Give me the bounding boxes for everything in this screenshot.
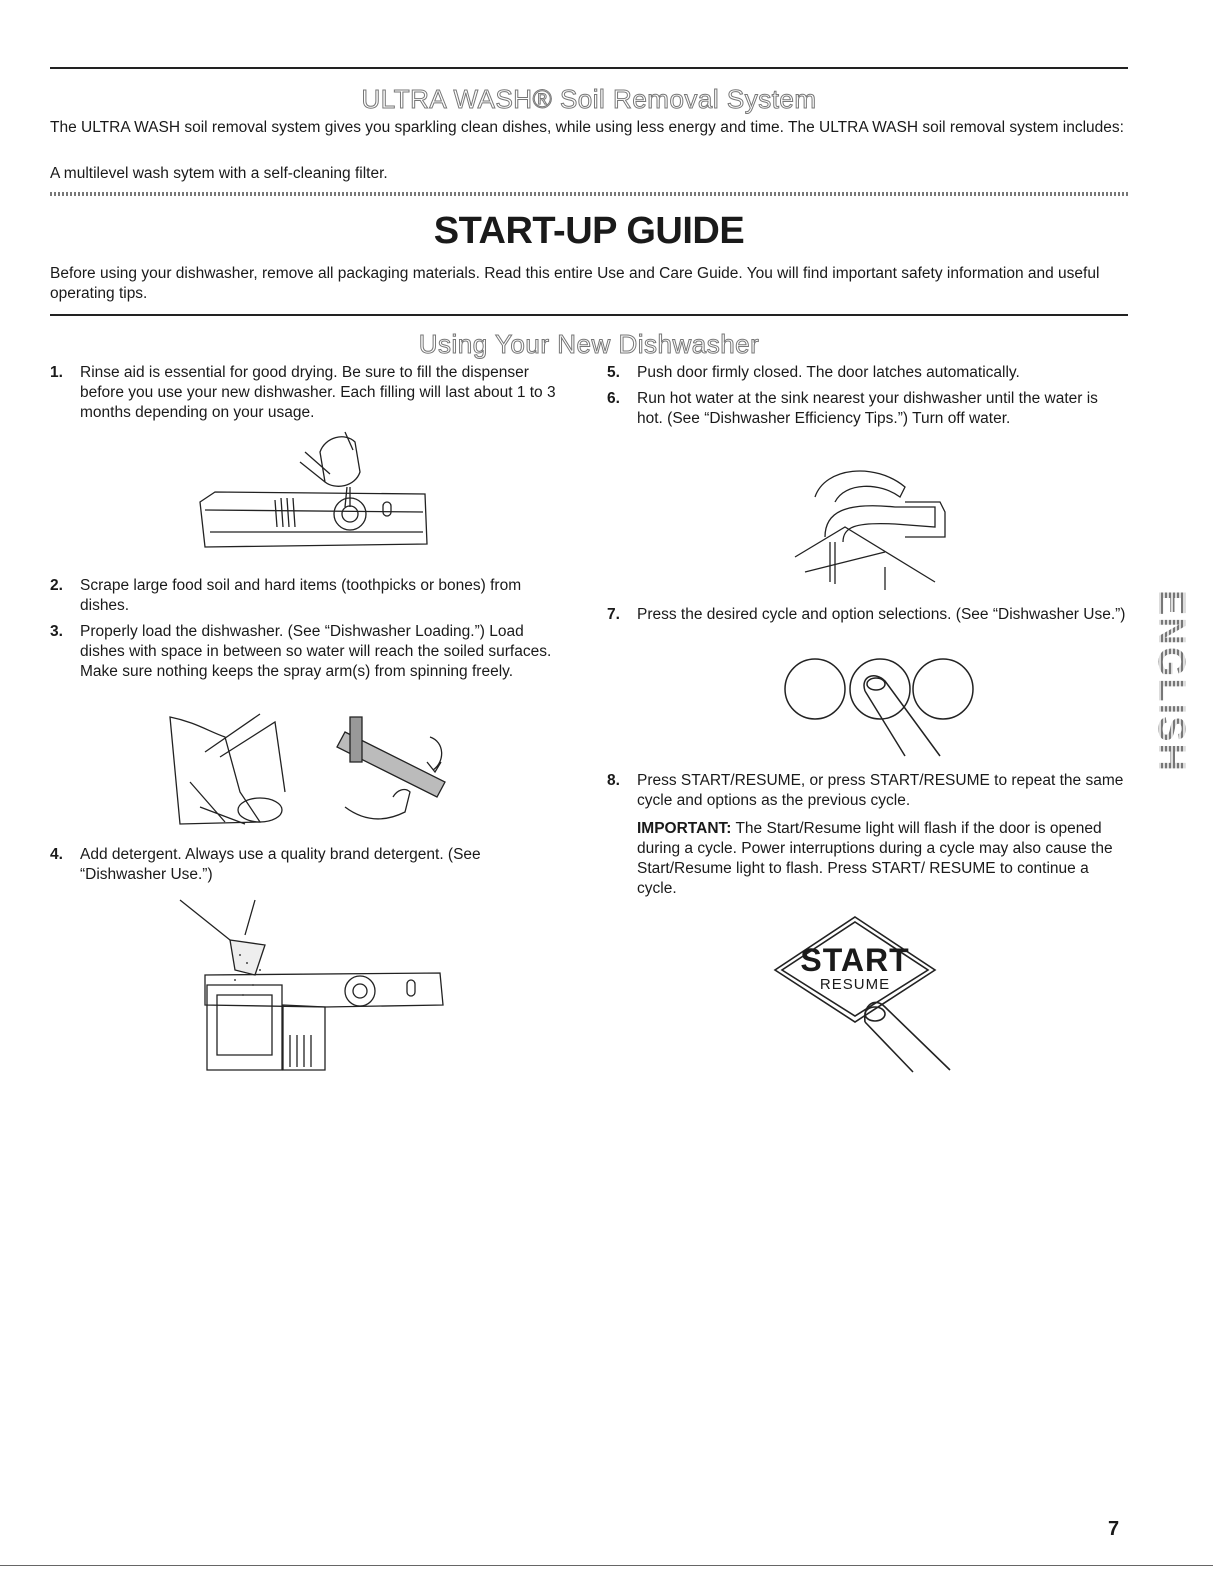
start-resume-illustration [775,912,955,1072]
step-1 [50,363,560,425]
using-heading: Using Your New Dishwasher [418,329,760,359]
start-up-rule [50,314,1128,316]
step-text: Add detergent. Always use a quality brand detergent. (See “Dishwasher Use.”) [80,846,481,883]
step-4 [50,845,560,885]
step-text: Press the desired cycle and option selections. (See “Dishwasher Use.”) [637,606,1126,623]
rinse-aid-dispenser-illustration [195,432,435,557]
step-number: 3. [50,623,63,640]
language-tab-label: ENGLISH [1149,589,1192,773]
step-text: Properly load the dishwasher. (See “Dishwasher Loading.”) Load dishes with space in between so water will reach the soiled surfaces. Make sure nothing keeps the spray arm(s) from spinning freely. [80,623,552,680]
start-label: START [800,942,910,978]
important-text: The Start/Resume light will flash if the door is opened during a cycle. Power interruptions during a cycle may also cause the Start/Resume light to flash. Press START/ RESUME to continue a cycle. [637,820,1113,897]
step-6 [607,389,1127,451]
step-text: Scrape large food soil and hard items (toothpicks or bones) from dishes. [80,577,522,614]
top-rule [50,67,1128,69]
step-number: 1. [50,364,63,381]
bottom-rule [0,1565,1213,1566]
language-side-tab [1150,566,1190,796]
ultra-wash-intro: The ULTRA WASH soil removal system gives you sparkling clean dishes, while using less energy and time. The ULTRA WASH soil removal system includes: [50,119,1124,136]
step-8 [607,771,1127,811]
faucet-illustration [785,462,955,592]
step-number: 8. [607,772,620,789]
option-buttons-illustration [780,656,980,761]
step-text: Push door firmly closed. The door latches automatically. [637,364,1020,381]
step-number: 4. [50,846,63,863]
step-number: 6. [607,390,620,407]
resume-label: RESUME [819,976,891,993]
section-divider [50,192,1128,196]
step-number: 2. [50,577,63,594]
scrape-and-spray-arm-illustration [165,712,455,837]
step-7 [607,605,1127,645]
important-note [637,819,1127,901]
step-3 [50,622,560,704]
step-5 [607,363,1127,383]
page-number: 7 [1108,1518,1120,1540]
step-2 [50,576,560,616]
important-label: IMPORTANT: [637,820,732,837]
step-number: 7. [607,606,620,623]
page-title: START-UP GUIDE [433,210,745,252]
start-up-intro: Before using your dishwasher, remove all packaging materials. Read this entire Use and Care Guide. You will find important safety information and useful operating tips. [50,265,1100,302]
step-number: 5. [607,364,620,381]
step-text: Press START/RESUME, or press START/RESUME to repeat the same cycle and options as the previous cycle. [637,772,1124,809]
ultra-wash-heading: ULTRA WASH® Soil Removal System [361,84,817,114]
step-text: Run hot water at the sink nearest your dishwasher until the water is hot. (See “Dishwasher Efficiency Tips.”) Turn off water. [637,390,1098,427]
step-text: Rinse aid is essential for good drying. Be sure to fill the dispenser before you use your new dishwasher. Each filling will last about 1 to 3 months depending on your usage. [80,364,556,421]
detergent-dispenser-illustration [175,895,445,1075]
ultra-wash-item: A multilevel wash sytem with a self-cleaning filter. [50,165,388,182]
